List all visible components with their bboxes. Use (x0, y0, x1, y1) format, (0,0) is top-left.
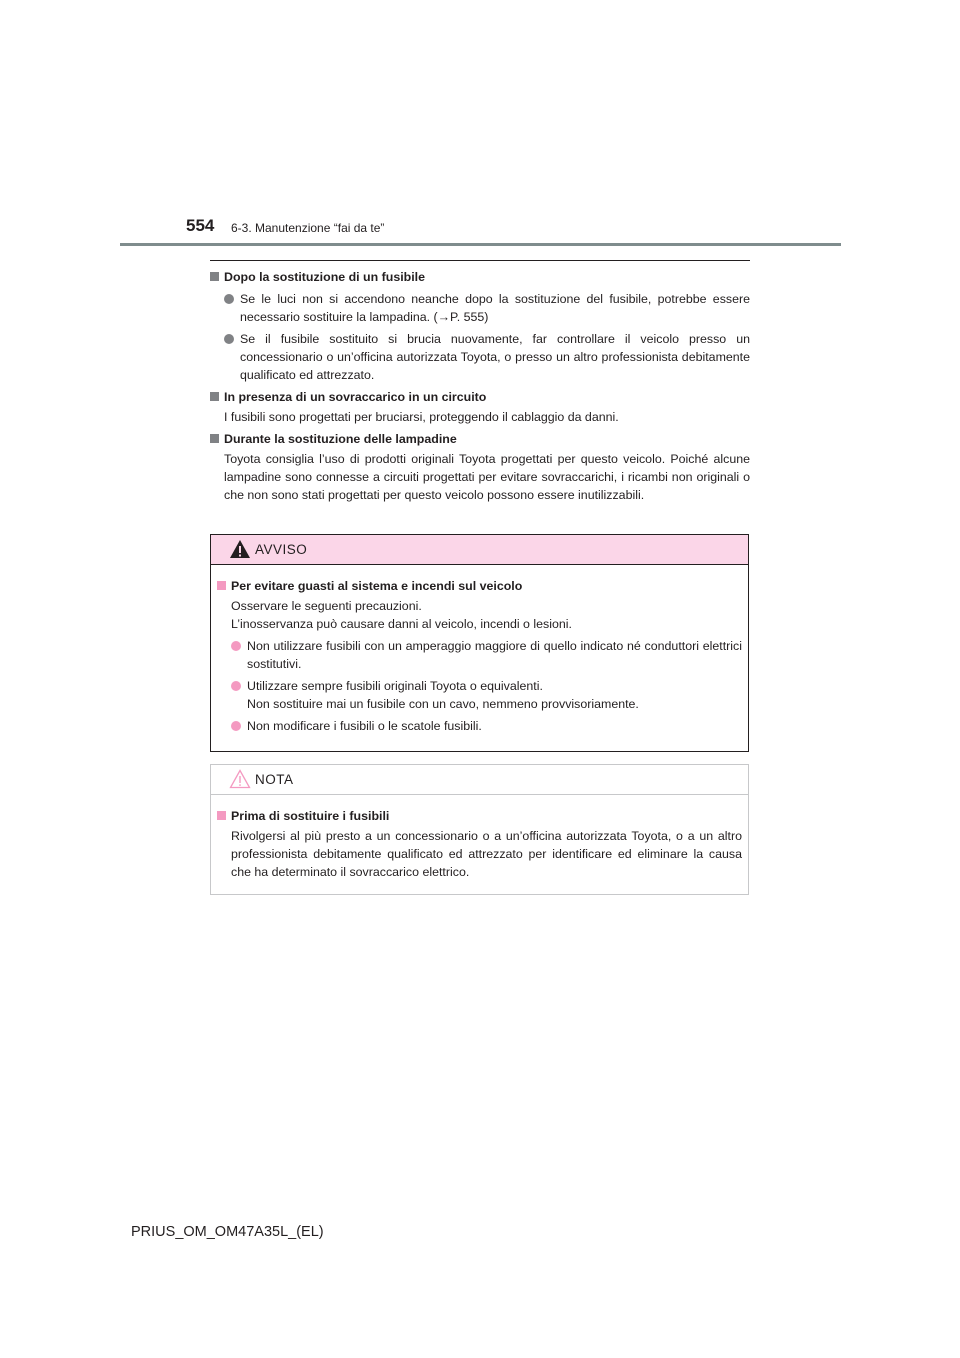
main-content (210, 268, 750, 504)
nota-header (211, 765, 748, 795)
avviso-intro-2: L’inosservanza può causare danni al veicolo, incendi o lesioni. (231, 617, 572, 631)
section-heading: Durante la sostituzione delle lampadine (210, 430, 750, 448)
list-item: Non modificare i fusibili o le scatole fusibili. (217, 717, 742, 735)
nota-body (211, 795, 748, 881)
avviso-intro-1: Osservare le seguenti precauzioni. (231, 599, 422, 613)
avviso-heading: Per evitare guasti al sistema e incendi sul veicolo (217, 577, 742, 595)
square-bullet-icon (210, 272, 219, 281)
paragraph: Toyota consiglia l’uso di prodotti originali Toyota progettati per questo veicolo. Poiché alcune lampadine sono connesse a circuiti progettati per evitare sovraccarichi, i ricambi non originali o che non sono stati progettati per questo veicolo possono essere inutilizzabili. (224, 452, 750, 502)
circle-bullet-icon (231, 721, 241, 731)
circle-bullet-icon (224, 294, 234, 304)
circle-bullet-icon (224, 334, 234, 344)
document-footer: PRIUS_OM_OM47A35L_(EL) (131, 1224, 324, 1240)
caution-icon (229, 769, 251, 789)
square-bullet-icon (217, 811, 226, 820)
list-item: Se le luci non si accendono neanche dopo la sostituzione del fusibile, potrebbe essere necessario sostituire la lampadina. (→P. 555) (210, 290, 750, 326)
square-bullet-icon (210, 434, 219, 443)
content-rule (210, 260, 750, 261)
avviso-header (211, 535, 748, 565)
section-heading: In presenza di un sovraccarico in un circuito (210, 388, 750, 406)
header-rule (120, 243, 841, 246)
circle-bullet-icon (231, 681, 241, 691)
list-item: Utilizzare sempre fusibili originali Toyota o equivalenti. Non sostituire mai un fusibile con un cavo, nemmeno provvisoriamente. (217, 677, 742, 713)
paragraph: I fusibili sono progettati per bruciarsi, proteggendo il cablaggio da danni. (224, 410, 619, 424)
page-number: 554 (186, 216, 215, 235)
warning-icon (229, 539, 251, 559)
avviso-box (210, 534, 749, 752)
nota-box (210, 764, 749, 895)
avviso-title: AVVISO (255, 542, 308, 557)
nota-heading: Prima di sostituire i fusibili (217, 807, 742, 825)
nota-title: NOTA (255, 772, 294, 787)
section-heading: Dopo la sostituzione di un fusibile (210, 268, 750, 286)
square-bullet-icon (210, 392, 219, 401)
section-header: 6-3. Manutenzione “fai da te” (231, 221, 385, 235)
list-item: Se il fusibile sostituito si brucia nuovamente, far controllare il veicolo presso un concessionario o un’officina autorizzata Toyota, o presso un altro professionista debitamente qualificato ed attrezzato. (210, 330, 750, 384)
circle-bullet-icon (231, 641, 241, 651)
nota-text: Rivolgersi al più presto a un concessionario o a un’officina autorizzata Toyota, o a un altro professionista debitamente qualificato ed attrezzato per identificare ed eliminare la causa che ha determinato il sovraccarico elettrico. (231, 829, 742, 879)
avviso-body (211, 565, 748, 735)
list-item: Non utilizzare fusibili con un amperaggio maggiore di quello indicato né conduttori elettrici sostitutivi. (217, 637, 742, 673)
square-bullet-icon (217, 581, 226, 590)
